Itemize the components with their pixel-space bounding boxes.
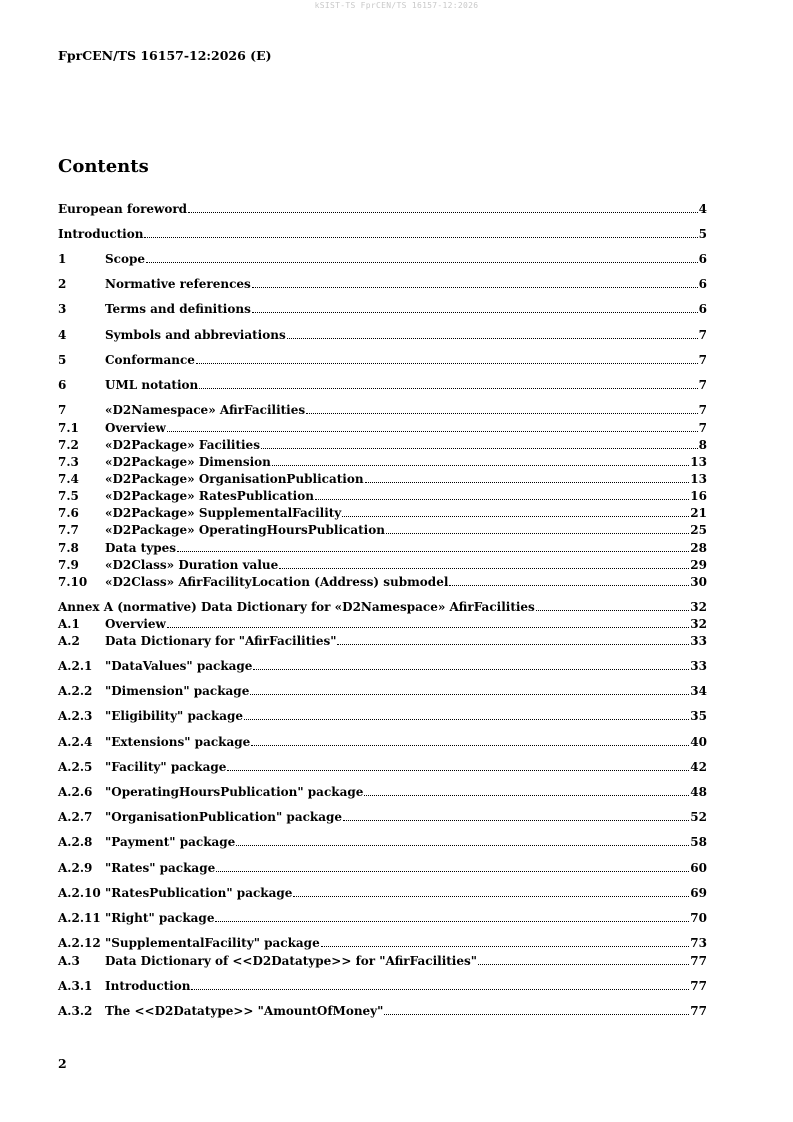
toc-entry-title: «D2Class» AfirFacilityLocation (Address) submodel — [105, 575, 449, 589]
toc-entry[interactable] — [58, 300, 707, 316]
toc-entry-number: 7.3 — [58, 455, 79, 469]
toc-entry-title: Data Dictionary of <<D2Datatype>> for "AfirFacilities" — [105, 954, 477, 968]
toc-entry[interactable] — [58, 977, 707, 993]
toc-entry[interactable] — [58, 225, 707, 241]
toc-dot-leader — [364, 785, 689, 799]
toc-dot-leader — [287, 328, 698, 342]
toc-entry[interactable] — [58, 556, 707, 572]
toc-dot-leader — [144, 227, 697, 241]
toc-entry-title: "Extensions" package — [105, 735, 251, 749]
watermark: kSIST-TS FprCEN/TS 16157-12:2026 — [314, 1, 479, 10]
toc-entry-title: Introduction — [105, 979, 191, 993]
toc-entry-number: A.2.8 — [58, 835, 93, 849]
toc-entry-number: 7.10 — [58, 575, 88, 589]
toc-entry-page: 7 — [698, 378, 707, 392]
toc-entry-number: A.2.3 — [58, 709, 93, 723]
toc-entry-page: 6 — [698, 252, 707, 266]
toc-entry-number: A.2.5 — [58, 760, 93, 774]
toc-entry-title: "SupplementalFacility" package — [105, 936, 320, 950]
toc-dot-leader — [188, 202, 698, 216]
toc-dot-leader — [199, 378, 697, 392]
toc-dot-leader — [236, 835, 689, 849]
toc-entry[interactable] — [58, 657, 707, 673]
toc-entry[interactable] — [58, 934, 707, 950]
toc-entry-title: Normative references — [105, 277, 251, 291]
toc-entry[interactable] — [58, 200, 707, 216]
toc-entry-title: The <<D2Datatype>> "AmountOfMoney" — [105, 1004, 384, 1018]
toc-entry-title: Scope — [105, 252, 146, 266]
toc-entry-page: 69 — [690, 886, 707, 900]
toc-entry[interactable] — [58, 419, 707, 435]
toc-entry-title: "RatesPublication" package — [105, 886, 293, 900]
toc-entry-number: 7.7 — [58, 523, 79, 537]
toc-entry-number: 3 — [58, 302, 67, 316]
toc-entry-page: 32 — [690, 617, 707, 631]
toc-entry-number: A.3.1 — [58, 979, 93, 993]
toc-dot-leader — [279, 558, 689, 572]
toc-dot-leader — [177, 541, 689, 555]
toc-entry-page: 32 — [690, 600, 707, 614]
toc-entry[interactable] — [58, 682, 707, 698]
toc-dot-leader — [252, 277, 698, 291]
toc-entry-page: 13 — [690, 472, 707, 486]
toc-entry-title: European foreword — [58, 202, 188, 216]
toc-entry-page: 13 — [690, 455, 707, 469]
toc-entry-title: "Facility" package — [105, 760, 227, 774]
toc-dot-leader — [244, 709, 689, 723]
toc-entry[interactable] — [58, 909, 707, 925]
toc-entry-title: "Rates" package — [105, 861, 216, 875]
toc-entry-page: 7 — [698, 421, 707, 435]
toc-dot-leader — [253, 659, 689, 673]
toc-entry-number: A.2.2 — [58, 684, 93, 698]
toc-entry[interactable] — [58, 632, 707, 648]
toc-entry-title: "DataValues" package — [105, 659, 253, 673]
toc-entry-page: 29 — [690, 558, 707, 572]
toc-entry-page: 40 — [690, 735, 707, 749]
toc-entry[interactable] — [58, 808, 707, 824]
toc-entry[interactable] — [58, 436, 707, 452]
toc-entry-page: 52 — [690, 810, 707, 824]
toc-entry-title: "Eligibility" package — [105, 709, 244, 723]
contents-heading: Contents — [58, 156, 149, 177]
toc-entry[interactable] — [58, 859, 707, 875]
toc-entry-title: Data types — [105, 541, 176, 555]
toc-entry-page: 7 — [698, 328, 707, 342]
toc-entry-page: 77 — [690, 954, 707, 968]
toc-entry[interactable] — [58, 401, 707, 417]
toc-entry-page: 34 — [690, 684, 707, 698]
toc-entry-title: Symbols and abbreviations — [105, 328, 286, 342]
toc-entry-title: Introduction — [58, 227, 144, 241]
toc-dot-leader — [306, 403, 698, 417]
toc-entry-page: 30 — [690, 575, 707, 589]
toc-entry-number: 7.1 — [58, 421, 79, 435]
toc-entry-number: 7.5 — [58, 489, 79, 503]
toc-entry[interactable] — [58, 376, 707, 392]
toc-entry-title: UML notation — [105, 378, 199, 392]
toc-entry-number: A.2.4 — [58, 735, 93, 749]
toc-dot-leader — [342, 506, 689, 520]
toc-entry-page: 6 — [698, 302, 707, 316]
toc-entry-page: 35 — [690, 709, 707, 723]
toc-entry-page: 73 — [690, 936, 707, 950]
toc-entry[interactable] — [58, 539, 707, 555]
toc-dot-leader — [227, 760, 689, 774]
toc-entry-number: A.1 — [58, 617, 80, 631]
toc-entry-number: A.3 — [58, 954, 80, 968]
toc-dot-leader — [337, 634, 689, 648]
toc-dot-leader — [449, 575, 689, 589]
toc-entry-page: 16 — [690, 489, 707, 503]
toc-entry-number: A.2.12 — [58, 936, 101, 950]
toc-entry[interactable] — [58, 504, 707, 520]
toc-entry[interactable] — [58, 487, 707, 503]
toc-dot-leader — [167, 421, 698, 435]
toc-entry-page: 4 — [698, 202, 707, 216]
toc-dot-leader — [215, 911, 689, 925]
toc-entry-number: 7.6 — [58, 506, 79, 520]
toc-entry-page: 25 — [690, 523, 707, 537]
toc-entry-page: 5 — [698, 227, 707, 241]
toc-entry-number: A.2.10 — [58, 886, 101, 900]
toc-entry-title: «D2Package» OrganisationPublication — [105, 472, 364, 486]
page-number: 2 — [58, 1056, 67, 1071]
toc-entry-title: «D2Package» RatesPublication — [105, 489, 314, 503]
toc-entry-number: 7.2 — [58, 438, 79, 452]
toc-dot-leader — [478, 954, 689, 968]
toc-entry[interactable] — [58, 275, 707, 291]
toc-entry[interactable] — [58, 598, 707, 614]
toc-dot-leader — [272, 455, 689, 469]
toc-dot-leader — [146, 252, 698, 266]
toc-entry[interactable] — [58, 952, 707, 968]
toc-entry-title: "OperatingHoursPublication" package — [105, 785, 364, 799]
toc-entry-number: 7 — [58, 403, 67, 417]
toc-entry-title: Overview — [105, 617, 166, 631]
toc-entry-number: 2 — [58, 277, 67, 291]
toc-entry[interactable] — [58, 758, 707, 774]
toc-entry-number: 5 — [58, 353, 67, 367]
toc-entry[interactable] — [58, 573, 707, 589]
toc-entry-number: A.2.6 — [58, 785, 93, 799]
toc-entry[interactable] — [58, 1002, 707, 1018]
toc-entry-title: Conformance — [105, 353, 195, 367]
toc-entry-title: «D2Package» OperatingHoursPublication — [105, 523, 385, 537]
toc-entry[interactable] — [58, 783, 707, 799]
toc-entry-number: A.2.11 — [58, 911, 101, 925]
toc-dot-leader — [167, 617, 689, 631]
toc-entry[interactable] — [58, 351, 707, 367]
toc-entry-title: Annex A (normative) Data Dictionary for «D2Namespace» AfirFacilities — [58, 600, 535, 614]
toc-entry-page: 77 — [690, 1004, 707, 1018]
toc-entry-page: 60 — [690, 861, 707, 875]
toc-dot-leader — [196, 353, 698, 367]
toc-entry[interactable] — [58, 453, 707, 469]
toc-dot-leader — [321, 936, 690, 950]
toc-entry-page: 33 — [690, 659, 707, 673]
toc-entry-title: Terms and definitions — [105, 302, 251, 316]
toc-entry-title: "Dimension" package — [105, 684, 250, 698]
toc-entry[interactable] — [58, 833, 707, 849]
toc-entry-title: Overview — [105, 421, 166, 435]
toc-entry-number: A.2.1 — [58, 659, 93, 673]
toc-dot-leader — [191, 979, 689, 993]
toc-entry-number: 7.4 — [58, 472, 79, 486]
toc-entry-page: 6 — [698, 277, 707, 291]
toc-entry-title: «D2Package» Dimension — [105, 455, 271, 469]
toc-entry[interactable] — [58, 521, 707, 537]
toc-entry-page: 21 — [690, 506, 707, 520]
toc-entry-number: 7.8 — [58, 541, 79, 555]
toc-dot-leader — [536, 600, 689, 614]
toc-entry-title: "Right" package — [105, 911, 215, 925]
toc-entry[interactable] — [58, 733, 707, 749]
toc-dot-leader — [216, 861, 689, 875]
toc-entry-title: «D2Package» SupplementalFacility — [105, 506, 342, 520]
toc-dot-leader — [251, 735, 689, 749]
document-id: FprCEN/TS 16157-12:2026 (E) — [58, 48, 272, 63]
toc-entry-number: 4 — [58, 328, 67, 342]
toc-entry-title: «D2Namespace» AfirFacilities — [105, 403, 306, 417]
toc-dot-leader — [252, 302, 698, 316]
toc-entry-page: 28 — [690, 541, 707, 555]
toc-entry-number: 6 — [58, 378, 67, 392]
toc-entry[interactable] — [58, 884, 707, 900]
toc-entry[interactable] — [58, 707, 707, 723]
toc-dot-leader — [315, 489, 689, 503]
toc-entry-title: "Payment" package — [105, 835, 236, 849]
toc-entry-title: Data Dictionary for "AfirFacilities" — [105, 634, 337, 648]
toc-entry-number: A.3.2 — [58, 1004, 93, 1018]
toc-dot-leader — [293, 886, 689, 900]
toc-entry[interactable] — [58, 470, 707, 486]
toc-entry-page: 7 — [698, 403, 707, 417]
toc-entry-page: 33 — [690, 634, 707, 648]
toc-entry-title: «D2Package» Facilities — [105, 438, 260, 452]
toc-dot-leader — [384, 1004, 689, 1018]
toc-dot-leader — [386, 523, 689, 537]
toc-entry[interactable] — [58, 615, 707, 631]
toc-dot-leader — [250, 684, 689, 698]
toc-entry-number: A.2 — [58, 634, 80, 648]
toc-entry-number: A.2.9 — [58, 861, 93, 875]
toc-entry-page: 77 — [690, 979, 707, 993]
toc-entry-number: 1 — [58, 252, 67, 266]
toc-dot-leader — [365, 472, 690, 486]
toc-dot-leader — [343, 810, 689, 824]
toc-entry-title: "OrganisationPublication" package — [105, 810, 343, 824]
toc-entry[interactable] — [58, 326, 707, 342]
toc-entry-page: 8 — [698, 438, 707, 452]
toc-entry-page: 48 — [690, 785, 707, 799]
toc-entry[interactable] — [58, 250, 707, 266]
toc-entry-page: 70 — [690, 911, 707, 925]
toc-dot-leader — [261, 438, 698, 452]
toc-entry-page: 42 — [690, 760, 707, 774]
toc-entry-title: «D2Class» Duration value — [105, 558, 279, 572]
toc-entry-page: 58 — [690, 835, 707, 849]
toc-entry-number: A.2.7 — [58, 810, 93, 824]
toc-entry-page: 7 — [698, 353, 707, 367]
toc-entry-number: 7.9 — [58, 558, 79, 572]
